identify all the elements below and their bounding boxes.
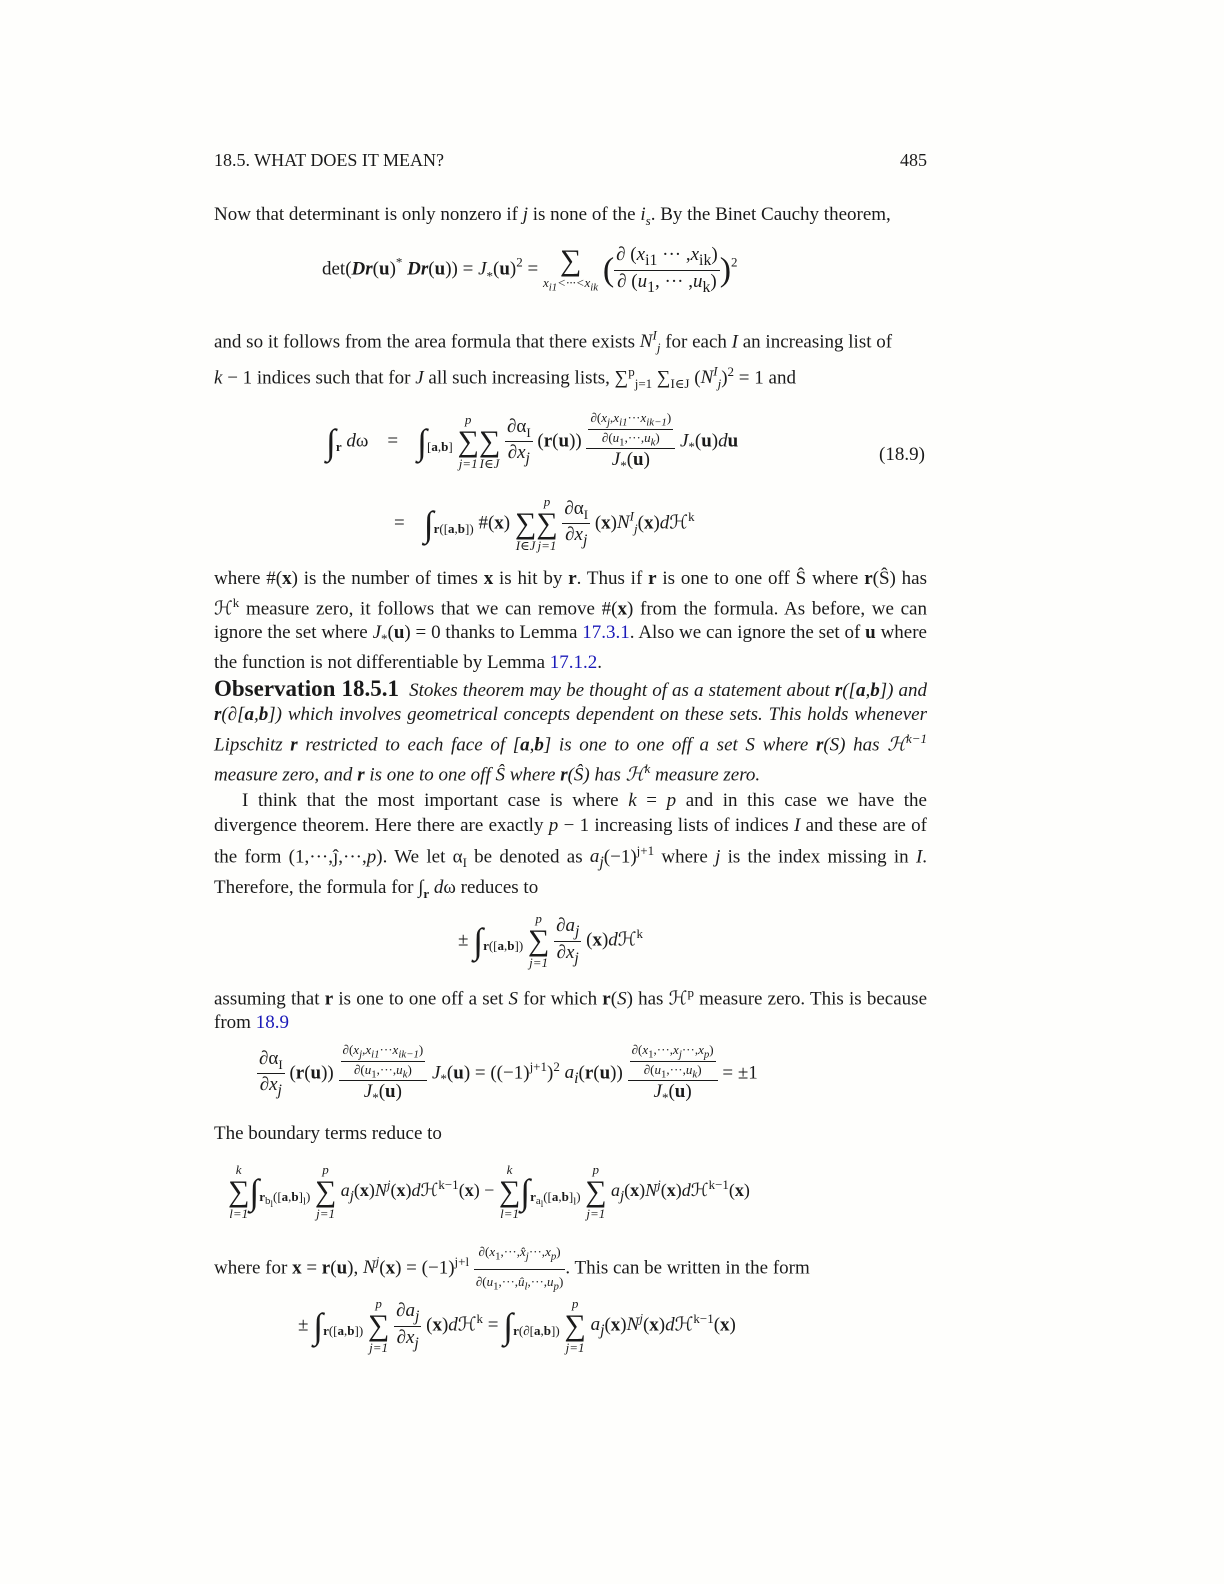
paragraph-normal-definition: where for x = r(u), $N^j(x) = (-1)^{j+l}$ $\frac{\partial(x_1,\cdot\cdot\cdot,x̂_j\cdot\cdot\cdot,x_p)}{\partial(u_1,\cdot\cdot\cdot,û_l,\cdot\cdot\cdot,u_p)}$ . This can be written in the form [214,1240,927,1298]
paragraph-boundary-terms: The boundary terms reduce to [214,1123,442,1144]
equation-number-18-9: (18.9) [879,444,925,465]
equation-18-9-line-1: $\int_r$ dω = $\int_{[a,b]}$ p ∑ j=1 ∑ I∈J $\frac{\partial\alpha_I}{\partial x_j}$ (r(u)) $\frac{\frac{\partial(x_j,x_{i1}\cdot\cdot\cdot x_{ik-1})}{\partial(u_1,\cdot\cdot\cdot,u_k)}}{J_*(u)}$ $J_*(u)du$ [326,410,739,473]
paragraph-assuming: assuming that r is one to one off a set S for which r(S) has ℋ$^p$ measure zero. This is because from 18.9 [214,985,927,1034]
running-header [214,150,927,171]
equation-boundary-terms: k ∑ l=1 $\int_{r_{b_l}([a,b]_l)}$ p ∑ j=1 $a_j(x)N^j(x)dℋ^{k-1}(x)$ − k ∑ l=1 $\int_{r_{a_l}([a,b]_l)}$ p ∑ j=1 $a_j(x)N^j(x)dℋ^{k-1}(x)$ [228,1162,750,1221]
equation-final-form: ± $\int_{r([a,b])}$ p ∑ j=1 $\frac{\partial a_j}{\partial x_j}$ (x)dℋ$^k$ = $\int_{r(\partial[a,b])}$ p ∑ j=1 $a_j(x)N^j(x)dℋ^{k-1}(x)$ [298,1296,736,1355]
paragraph-area-formula: and so it follows from the area formula that there exists $N^I_j$ for each I an increasing list of k − 1 indices such that for J all such increasing lists, ∑$^p_{j=1}$ $\sum_{I\in J}$ $(N^I_j)^2 = 1$ and [214,328,893,392]
lemma-link-17-1-2[interactable]: 17.1.2 [549,652,598,674]
page-number: 485 [900,150,927,170]
equation-binet-cauchy: det(Dr(u)* $Dr(u)) = J_*(u)^2$ = ∑ $x_{i1}<\cdot\cdot\cdot<x_{ik}$ ( $\frac{\partial (x_{i1} \cdot\cdot\cdot ,x_{ik})}{\partial (u_1, \cdot\cdot\cdot ,u_k)}$ )$^2$ [322,244,738,296]
equation-plus-minus-one: $\frac{\partial\alpha_I}{\partial x_j}$ (r(u)) $\frac{\frac{\partial(x_j,x_{i1}\cdot\cdot\cdot x_{ik-1})}{\partial(u_1,\cdot\cdot\cdot,u_k)}}{J_*(u)}$ $J_*(u) = ((-1)^{j+1})^2$ $a_i(r(u))$ $\frac{\frac{\partial(x_1,\cdot\cdot\cdot,x_j\cdot\cdot\cdot,x_p)}{\partial(u_1,\cdot\cdot\cdot,u_k)}}{J_*(u)}$ = ±1 [259,1042,758,1105]
equation-divergence: ± $\int_{r([a,b])}$ p ∑ j=1 $\frac{\partial a_j}{\partial x_j}$ (x)dℋ$^k$ [458,911,644,970]
equation-link-18-9[interactable]: 18.9 [255,1012,289,1034]
paragraph-intro: Now that determinant is only nonzero if j is none of the $i_s$. By the Binet Cauchy theorem, [214,204,891,228]
paragraph-divergence: I think that the most important case is where k = p and in this case we have the divergence theorem. Here there are exactly p − 1 increasing lists of indices I and these are of the form (1,···,ĵ,···,p). We let $\alpha_I$ be denoted as $a_j(-1)^{j+1}$ where j is the index missing in I. Therefore, the formula for $\int_r$ dω reduces to [214,790,928,901]
observation-18-5-1: Observation 18.5.1 Stokes theorem may be thought of as a statement about r([a,b]) and r(∂[a,b]) which involves geometrical concepts dependent on these sets. This holds whenever Lipschitz r restricted to each face of [a,b] is one to one off a set S where r(S) has ℋ$^{k-1}$ measure zero, and r is one to one off Ŝ where r(Ŝ) has ℋ$^k$ measure zero. [214,676,928,786]
equation-18-9-line-2: = $\int_{r([a,b])}$ #(x) ∑ I∈J p ∑ j=1 $\frac{\partial\alpha_I}{\partial x_j}$ $(x)N^I_j(x)dℋ^k$ [394,494,695,553]
observation-title: Observation 18.5.1 [214,676,399,701]
lemma-link-17-3-1[interactable]: 17.3.1 [582,622,630,644]
section-title: 18.5. WHAT DOES IT MEAN? [214,150,444,170]
paragraph-multiplicity: where #(x) is the number of times x is hit by r. Thus if r is one to one off Ŝ where r(Ŝ) has ℋ$^k$ measure zero, it follows that we can remove #(x) from the formula. As before, we can ignore the set where $J_*(u) = 0$ thanks to Lemma 17.3.1. Also we can ignore the set of u where the function is not differentiable by Lemma 17.1.2. [214,568,927,674]
